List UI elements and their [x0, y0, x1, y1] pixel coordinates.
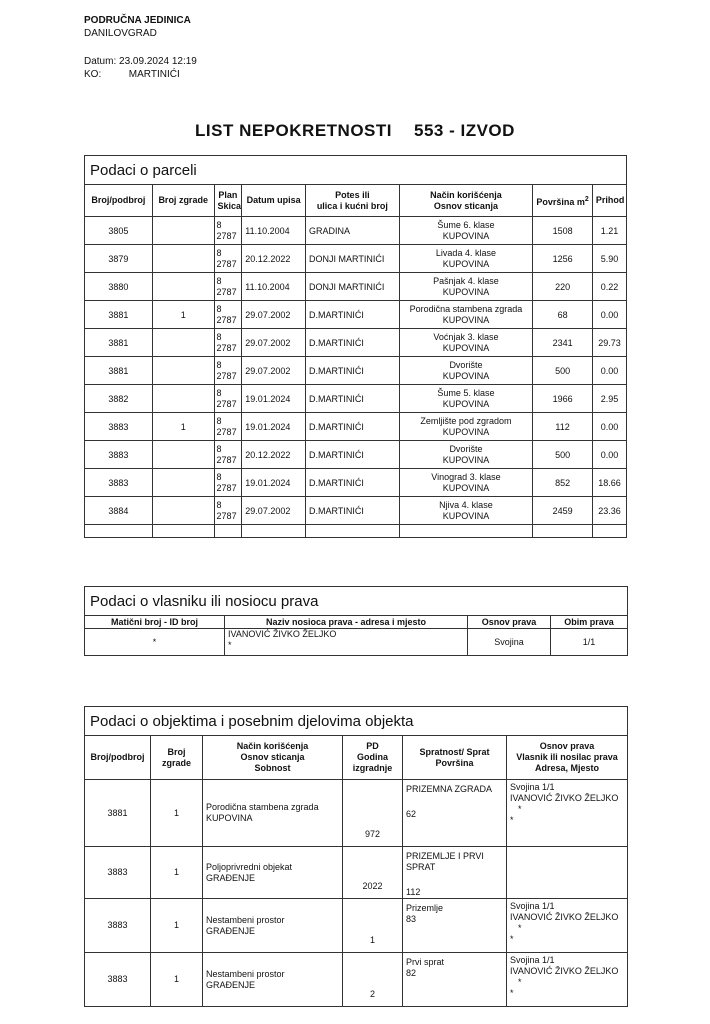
parcel-prihod: 5.90: [592, 245, 626, 273]
objects-section-title: Podaci o objektima i posebnim djelovima objekta: [85, 707, 628, 736]
parcel-potes: D.MARTINIĆI: [306, 469, 400, 497]
object-row: [85, 780, 628, 847]
parcel-povrsina: 220: [533, 273, 593, 301]
parcel-potes: D.MARTINIĆI: [306, 385, 400, 413]
parcel-datum: 19.01.2024: [242, 469, 306, 497]
parcel-prihod: 2.95: [592, 385, 626, 413]
parcel-plan: 8 2787: [214, 497, 242, 525]
parcels-table: [84, 155, 627, 538]
parcel-row: [85, 329, 627, 357]
col-povrsina: Površina $m^2$: [533, 185, 593, 217]
parcels-empty-row: [85, 525, 627, 538]
parcel-prihod: 0.00: [592, 301, 626, 329]
object-pd: 2022: [343, 847, 403, 899]
parcel-nacin: Vinograd 3. klase KUPOVINA: [399, 469, 533, 497]
parcel-datum: 29.07.2002: [242, 497, 306, 525]
parcel-datum: 11.10.2004: [242, 273, 306, 301]
header-block: [84, 14, 191, 40]
object-nacin: Porodična stambena zgrada KUPOVINA: [203, 780, 343, 847]
parcel-broj: 3883: [85, 413, 153, 441]
parcel-prihod: 23.36: [592, 497, 626, 525]
parcel-plan: 8 2787: [214, 385, 242, 413]
obj-col-sprat: Spratnost/ Sprat Površina: [403, 736, 507, 780]
parcel-row: [85, 273, 627, 301]
parcel-potes: D.MARTINIĆI: [306, 357, 400, 385]
parcel-povrsina: 2459: [533, 497, 593, 525]
parcel-zgrada: [152, 385, 214, 413]
ko-value: MARTINIĆI: [128, 69, 180, 80]
parcel-row: [85, 301, 627, 329]
parcel-zgrada: 1: [152, 301, 214, 329]
object-row: [85, 953, 628, 1007]
date-label: Datum:: [84, 56, 117, 67]
parcel-prihod: 1.21: [592, 217, 626, 245]
parcel-zgrada: [152, 273, 214, 301]
parcel-potes: D.MARTINIĆI: [306, 301, 400, 329]
parcel-broj: 3879: [85, 245, 153, 273]
col-prihod: Prihod: [592, 185, 626, 217]
parcel-nacin: Dvorište KUPOVINA: [399, 441, 533, 469]
owner-row: [85, 629, 628, 656]
parcel-prihod: 18.66: [592, 469, 626, 497]
col-datum: Datum upisa: [242, 185, 306, 217]
obj-col-osnov: Osnov prava Vlasnik ili nosilac prava Adresa, Mjesto: [507, 736, 628, 780]
owners-table: [84, 586, 628, 656]
owner-naziv: [225, 629, 468, 656]
title-left: LIST NEPOKRETNOSTI: [195, 121, 393, 140]
parcel-row: [85, 413, 627, 441]
parcel-povrsina: 1508: [533, 217, 593, 245]
obj-col-pd: PD Godina izgradnje: [343, 736, 403, 780]
object-zgrada: 1: [151, 780, 203, 847]
parcel-row: [85, 357, 627, 385]
ko-label: KO:: [84, 69, 102, 80]
object-osnov: Svojina 1/1 IVANOVIĆ ŽIVKO ŽELJKO * *: [507, 899, 628, 953]
owner-maticni: *: [85, 629, 225, 656]
parcel-row: [85, 497, 627, 525]
parcel-prihod: 0.00: [592, 357, 626, 385]
owner-osnov: Svojina: [468, 629, 551, 656]
parcel-zgrada: [152, 245, 214, 273]
parcel-prihod: 29.73: [592, 329, 626, 357]
owner-name: IVANOVIĆ ŽIVKO ŽELJKO: [228, 629, 337, 639]
object-sprat: PRIZEMNA ZGRADA 62: [403, 780, 507, 847]
object-broj: 3881: [85, 780, 151, 847]
parcel-nacin: Njiva 4. klase KUPOVINA: [399, 497, 533, 525]
parcel-povrsina: 500: [533, 441, 593, 469]
object-zgrada: 1: [151, 847, 203, 899]
parcel-prihod: 0.00: [592, 413, 626, 441]
parcel-broj: 3881: [85, 301, 153, 329]
page-title: [0, 121, 710, 141]
parcel-row: [85, 245, 627, 273]
parcel-zgrada: [152, 217, 214, 245]
parcel-povrsina: 1256: [533, 245, 593, 273]
parcel-broj: 3884: [85, 497, 153, 525]
parcel-nacin: Voćnjak 3. klase KUPOVINA: [399, 329, 533, 357]
object-row: [85, 899, 628, 953]
col-zgrade: Broj zgrade: [152, 185, 214, 217]
col-maticni: Matični broj - ID broj: [85, 616, 225, 629]
parcel-broj: 3880: [85, 273, 153, 301]
parcel-povrsina: 852: [533, 469, 593, 497]
parcel-broj: 3882: [85, 385, 153, 413]
object-zgrada: 1: [151, 899, 203, 953]
col-broj: Broj/podbroj: [85, 185, 153, 217]
parcel-plan: 8 2787: [214, 217, 242, 245]
parcel-datum: 29.07.2002: [242, 301, 306, 329]
parcel-datum: 20.12.2022: [242, 245, 306, 273]
parcel-prihod: 0.22: [592, 273, 626, 301]
parcel-row: [85, 385, 627, 413]
parcels-section-title: Podaci o parceli: [85, 156, 627, 185]
col-plan: Plan Skica: [214, 185, 242, 217]
col-osnov-prava: Osnov prava: [468, 616, 551, 629]
parcel-plan: 8 2787: [214, 469, 242, 497]
parcel-plan: 8 2787: [214, 245, 242, 273]
parcel-broj: 3883: [85, 441, 153, 469]
obj-col-broj: Broj/podbroj: [85, 736, 151, 780]
object-broj: 3883: [85, 953, 151, 1007]
parcel-plan: 8 2787: [214, 413, 242, 441]
parcel-zgrada: [152, 357, 214, 385]
object-nacin: Nestambeni prostor GRAĐENJE: [203, 953, 343, 1007]
parcel-potes: D.MARTINIĆI: [306, 497, 400, 525]
parcel-prihod: 0.00: [592, 441, 626, 469]
parcel-plan: 8 2787: [214, 301, 242, 329]
parcel-zgrada: [152, 497, 214, 525]
parcel-potes: DONJI MARTINIĆI: [306, 245, 400, 273]
parcel-zgrada: [152, 469, 214, 497]
parcel-plan: 8 2787: [214, 273, 242, 301]
object-pd: 2: [343, 953, 403, 1007]
parcel-nacin: Šume 5. klase KUPOVINA: [399, 385, 533, 413]
parcel-broj: 3881: [85, 357, 153, 385]
parcel-povrsina: 112: [533, 413, 593, 441]
object-broj: 3883: [85, 847, 151, 899]
object-broj: 3883: [85, 899, 151, 953]
office-city: DANILOVGRAD: [84, 28, 157, 39]
obj-col-nacin: Način korišćenja Osnov sticanja Sobnost: [203, 736, 343, 780]
parcel-nacin: Porodična stambena zgrada KUPOVINA: [399, 301, 533, 329]
object-pd: 972: [343, 780, 403, 847]
parcel-broj: 3881: [85, 329, 153, 357]
parcel-nacin: Šume 6. klase KUPOVINA: [399, 217, 533, 245]
owner-address: *: [228, 640, 232, 650]
object-sprat: Prizemlje 83: [403, 899, 507, 953]
parcel-potes: D.MARTINIĆI: [306, 413, 400, 441]
col-potes: Potes ili ulica i kućni broj: [306, 185, 400, 217]
object-zgrada: 1: [151, 953, 203, 1007]
parcel-povrsina: 1966: [533, 385, 593, 413]
parcel-row: [85, 469, 627, 497]
parcel-nacin: Livada 4. klase KUPOVINA: [399, 245, 533, 273]
parcel-datum: 19.01.2024: [242, 413, 306, 441]
object-row: [85, 847, 628, 899]
parcel-datum: 29.07.2002: [242, 329, 306, 357]
object-sprat: Prvi sprat 82: [403, 953, 507, 1007]
parcel-nacin: Zemljište pod zgradom KUPOVINA: [399, 413, 533, 441]
object-nacin: Nestambeni prostor GRAĐENJE: [203, 899, 343, 953]
parcel-povrsina: 68: [533, 301, 593, 329]
parcel-potes: D.MARTINIĆI: [306, 329, 400, 357]
parcel-plan: 8 2787: [214, 329, 242, 357]
parcel-broj: 3805: [85, 217, 153, 245]
parcel-nacin: Dvorište KUPOVINA: [399, 357, 533, 385]
col-nacin: Način korišćenja Osnov sticanja: [399, 185, 533, 217]
title-right: 553 - IZVOD: [414, 121, 515, 140]
parcel-datum: 29.07.2002: [242, 357, 306, 385]
object-pd: 1: [343, 899, 403, 953]
office-name: PODRUČNA JEDINICA: [84, 15, 191, 26]
parcel-zgrada: [152, 441, 214, 469]
parcel-plan: 8 2787: [214, 441, 242, 469]
parcel-datum: 11.10.2004: [242, 217, 306, 245]
parcel-row: [85, 441, 627, 469]
parcel-plan: 8 2787: [214, 357, 242, 385]
parcel-datum: 20.12.2022: [242, 441, 306, 469]
parcel-zgrada: 1: [152, 413, 214, 441]
parcel-povrsina: 2341: [533, 329, 593, 357]
col-obim-prava: Obim prava: [551, 616, 628, 629]
col-naziv: Naziv nosioca prava - adresa i mjesto: [225, 616, 468, 629]
parcel-potes: DONJI MARTINIĆI: [306, 273, 400, 301]
objects-table: [84, 706, 628, 1007]
date-value: 23.09.2024 12:19: [119, 56, 197, 67]
parcel-potes: D.MARTINIĆI: [306, 441, 400, 469]
parcel-zgrada: [152, 329, 214, 357]
meta-block: [84, 55, 197, 81]
parcel-povrsina: 500: [533, 357, 593, 385]
parcel-datum: 19.01.2024: [242, 385, 306, 413]
obj-col-zgrade: Broj zgrade: [151, 736, 203, 780]
object-osnov: [507, 847, 628, 899]
parcel-nacin: Pašnjak 4. klase KUPOVINA: [399, 273, 533, 301]
object-nacin: Poljoprivredni objekat GRAĐENJE: [203, 847, 343, 899]
object-osnov: Svojina 1/1 IVANOVIĆ ŽIVKO ŽELJKO * *: [507, 953, 628, 1007]
parcel-potes: GRADINA: [306, 217, 400, 245]
parcel-broj: 3883: [85, 469, 153, 497]
object-sprat: PRIZEMLJE I PRVI SPRAT 112: [403, 847, 507, 899]
owners-section-title: Podaci o vlasniku ili nosiocu prava: [85, 587, 628, 616]
object-osnov: Svojina 1/1 IVANOVIĆ ŽIVKO ŽELJKO * *: [507, 780, 628, 847]
owner-obim: 1/1: [551, 629, 628, 656]
parcel-row: [85, 217, 627, 245]
